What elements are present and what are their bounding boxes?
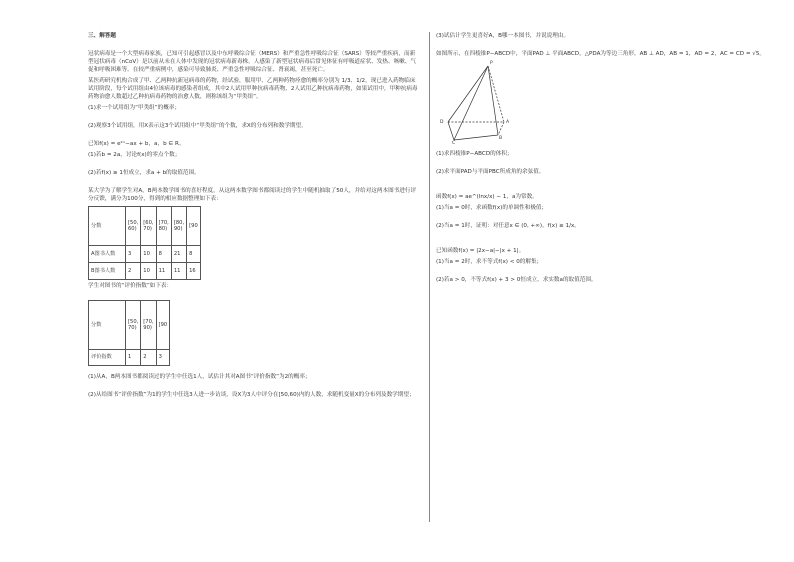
- table-row: [89, 301, 170, 350]
- question-4-1: (1)求四棱锥P−ABCD的体积；: [436, 151, 513, 157]
- table-cell: 16: [187, 263, 201, 280]
- vertex-label-c: C: [452, 141, 456, 146]
- table-header-cell: [50, 60): [126, 207, 141, 246]
- table-cell: 3: [156, 350, 170, 366]
- table-cell: 10: [141, 263, 156, 280]
- question-6-2: (2)若a > 0，不等式f(x) + 3 > 0恒成立，求实数a的取值范围。: [436, 277, 597, 283]
- table-header-cell: [90: [187, 207, 201, 246]
- question-1-2: (2)观察3个试用组，用X表示这3个试用组中“甲类组”的个数，求X的分布列和数学期望。: [88, 123, 307, 129]
- paragraph-book-survey: 某大学为了解学生对A，B两本数学图书的喜好程度，从这两本数学图书都阅读过的学生中随机抽取了50人，并给对这两本图书进行评分反馈，满分为100分，得到的相应数据整理如下表：: [88, 188, 417, 202]
- table-row: [89, 263, 201, 280]
- paragraph-function-abs: 已知函数f(x) = |2x−a|−|x + 1|。: [436, 248, 525, 254]
- table-header-cell: 分数: [89, 207, 126, 246]
- question-5-2: (2)当a = 1时，证明：对任意x ∈ (0, +∞)，f(x) ≥ 1/x。: [436, 223, 580, 229]
- table-cell: A图书人数: [89, 246, 126, 263]
- table-header-cell: [50, 70): [126, 301, 141, 350]
- table-cell: 10: [141, 246, 156, 263]
- question-4-2: (2)求平面PAD与平面PBC所成角的余弦值。: [436, 169, 545, 175]
- vertex-label-b: B: [499, 136, 503, 141]
- section-title: 三、解答题: [88, 33, 116, 39]
- left-column: [88, 32, 418, 402]
- paragraph-rating-index: 学生对图书的“评价指数”如下表：: [88, 283, 173, 289]
- vertex-label-p: P: [490, 61, 493, 66]
- table-header-cell: [80, 90): [171, 207, 186, 246]
- paragraph-drug-trial: 某医药研究机构合成了甲、乙两种抗新冠病毒的药物，经试验，服用甲、乙两种药物痊愈的概率分别为 1/3、1/2，现已进入药物临床试用阶段，每个试用组由4位该病毒的感染者组成，其中2人试用甲种抗病毒药物，2人试用乙种抗病毒药物，如果试用中，甲种抗病毒药物治愈人数超过乙种抗病毒药物的治愈人数，则称该组为“甲类组”。: [88, 78, 418, 100]
- table-row: [89, 246, 201, 263]
- question-3-2: (2)从给图书“评价指数”为1的学生中任选3人进一步访谈，设X为3人中评分在[50,60)内的人数，求随机变量X的分布列及数学期望；: [88, 392, 415, 398]
- question-6-1: (1)当a = 2时，求不等式f(x) < 0的解集；: [436, 259, 543, 265]
- table-cell: 8: [187, 246, 201, 263]
- table-row: [89, 350, 170, 366]
- table-cell: 评价指数: [89, 350, 126, 366]
- question-3-1: (1)从A，B两本图书都阅读过的学生中任选1人，试估计其对A图书“评价指数”为2的概率；: [88, 374, 311, 380]
- question-2-2: (2)若f(x) ≥ 1恒成立，求a + b的取值范围。: [88, 170, 200, 176]
- question-5-1: (1)当a = 0时，求函数f(x)的单调性和极值；: [436, 205, 548, 211]
- paragraph-coronavirus-intro: 冠状病毒是一个大型病毒家族，已知可引起感冒以及中东呼吸综合征（MERS）和严重急性呼吸综合征（SARS）等较严重疾病，而新型冠状病毒（nCoV）是以前从未在人体中发现的冠状病毒新毒株。人感染了新型冠状病毒后常见体征有呼吸道症状、发热、咳嗽、气促和呼吸困难等。在较严重病例中，感染可导致肺炎、严重急性呼吸综合征、肾衰竭，甚至死亡。: [88, 51, 416, 73]
- question-2-1: (1)若b = 2a，讨论f(x)的零点个数；: [88, 152, 181, 158]
- table-header-cell: [90: [156, 301, 170, 350]
- table-cell: 1: [126, 350, 141, 366]
- table-cell: 2: [126, 263, 141, 280]
- question-1-1: (1)求一个试用组为“甲类组”的概率；: [88, 105, 181, 111]
- table-cell: 11: [171, 263, 186, 280]
- table-header-cell: [70, 80): [156, 207, 171, 246]
- table-cell: 21: [171, 246, 186, 263]
- right-column: [436, 32, 768, 287]
- table-cell: 2: [141, 350, 156, 366]
- table-header-cell: 分数: [89, 301, 126, 350]
- pyramid-figure: [440, 61, 514, 146]
- table-cell: 3: [126, 246, 141, 263]
- score-table: [88, 206, 201, 280]
- table-header-cell: [70, 90): [141, 301, 156, 350]
- vertex-label-d: D: [440, 120, 444, 125]
- table-row: [89, 207, 201, 246]
- question-3-3: (3)试估计学生更喜好A，B哪一本图书，并说说理由。: [436, 33, 570, 39]
- paragraph-pyramid: 如图所示，在四棱锥P−ABCD中，平面PAD ⊥ 平面ABCD，△PDA为等边三角形，AB ⊥ AD，AB = 1，AD = 2，AC = CD = √5。: [436, 51, 766, 57]
- table-cell: 8: [156, 246, 171, 263]
- column-divider: [429, 32, 430, 522]
- pyramid-diagram: [444, 62, 514, 144]
- table-header-cell: [60, 70): [141, 207, 156, 246]
- paragraph-function-f: 已知f(x) = e²ˣ−ax + b，a，b ∈ R。: [88, 141, 185, 147]
- rating-table: [88, 300, 170, 366]
- table-cell: B图书人数: [89, 263, 126, 280]
- vertex-label-a: A: [506, 120, 510, 125]
- paragraph-function-ae: 函数f(x) = ae^(lnx/x) − 1，a为常数。: [436, 194, 538, 200]
- table-cell: 11: [156, 263, 171, 280]
